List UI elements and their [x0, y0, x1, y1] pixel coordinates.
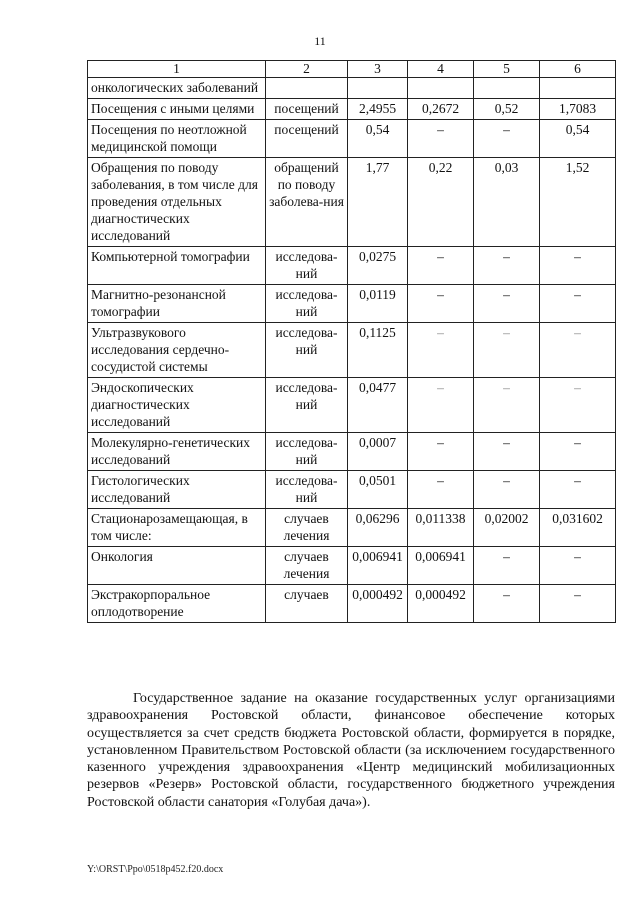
- table-cell-value: 0,000492: [408, 585, 474, 623]
- table-cell-value: –: [474, 323, 540, 378]
- table-cell-value: –: [408, 247, 474, 285]
- table-cell-value: –: [474, 285, 540, 323]
- table-cell-value: –: [474, 120, 540, 158]
- table-cell-value: –: [540, 471, 616, 509]
- table-header-cell: 3: [348, 61, 408, 78]
- table-cell-value: –: [474, 247, 540, 285]
- table-cell-value: [474, 78, 540, 99]
- table-cell-value: –: [540, 323, 616, 378]
- table-cell-indicator: Онкология: [88, 547, 266, 585]
- table-row: [88, 433, 616, 471]
- table-cell-unit: случаев лечения: [266, 509, 348, 547]
- table-row: [88, 120, 616, 158]
- table-cell-value: 0,03: [474, 158, 540, 247]
- table-cell-indicator: Посещения с иными целями: [88, 99, 266, 120]
- table-cell-value: [408, 78, 474, 99]
- table-row: [88, 585, 616, 623]
- table-cell-value: –: [474, 547, 540, 585]
- table-cell-indicator: Магнитно-резонансной томографии: [88, 285, 266, 323]
- table-cell-value: 1,7083: [540, 99, 616, 120]
- table-cell-value: –: [540, 585, 616, 623]
- table-cell-indicator: Стационарозамещающая, в том числе:: [88, 509, 266, 547]
- table-cell-value: 0,2672: [408, 99, 474, 120]
- table-row: [88, 285, 616, 323]
- table-cell-value: 0,06296: [348, 509, 408, 547]
- table-cell-unit: случаев: [266, 585, 348, 623]
- table-cell-value: 0,031602: [540, 509, 616, 547]
- table-cell-value: 0,02002: [474, 509, 540, 547]
- table-row: [88, 471, 616, 509]
- table-cell-indicator: Ультразвукового исследования сердечно-сосудистой системы: [88, 323, 266, 378]
- table-cell-value: 0,0501: [348, 471, 408, 509]
- table-cell-value: 0,0119: [348, 285, 408, 323]
- table-header-cell: 6: [540, 61, 616, 78]
- table-cell-unit: посещений: [266, 99, 348, 120]
- table-cell-value: [540, 78, 616, 99]
- table-cell-indicator: Молекулярно-генетических исследований: [88, 433, 266, 471]
- table-cell-value: –: [408, 378, 474, 433]
- table-row: [88, 547, 616, 585]
- table-cell-unit: исследова-ний: [266, 285, 348, 323]
- table-cell-value: –: [408, 471, 474, 509]
- table-cell-unit: [266, 78, 348, 99]
- table-row: [88, 99, 616, 120]
- table-cell-value: 0,0007: [348, 433, 408, 471]
- volume-table: [87, 60, 616, 623]
- table-cell-value: 0,0477: [348, 378, 408, 433]
- table-cell-value: 0,011338: [408, 509, 474, 547]
- table-header-cell: 1: [88, 61, 266, 78]
- table-cell-value: –: [540, 247, 616, 285]
- table-cell-value: –: [408, 285, 474, 323]
- table-cell-value: 0,22: [408, 158, 474, 247]
- table-row: [88, 247, 616, 285]
- table-cell-value: –: [540, 285, 616, 323]
- table-cell-unit: исследова-ний: [266, 323, 348, 378]
- table-cell-unit: исследова-ний: [266, 433, 348, 471]
- table-row: [88, 78, 616, 99]
- table-cell-value: –: [540, 547, 616, 585]
- table-cell-value: 1,52: [540, 158, 616, 247]
- table-cell-value: 0,006941: [348, 547, 408, 585]
- table-row: [88, 378, 616, 433]
- table-cell-unit: посещений: [266, 120, 348, 158]
- table-cell-value: [348, 78, 408, 99]
- table-cell-value: –: [474, 585, 540, 623]
- table-cell-unit: исследова-ний: [266, 247, 348, 285]
- table-cell-value: 2,4955: [348, 99, 408, 120]
- table-header-cell: 5: [474, 61, 540, 78]
- table-cell-value: –: [408, 433, 474, 471]
- table-row: [88, 323, 616, 378]
- table-cell-indicator: Эндоскопических диагностических исследований: [88, 378, 266, 433]
- table-cell-value: –: [540, 433, 616, 471]
- table-header-cell: 2: [266, 61, 348, 78]
- table-cell-value: 0,000492: [348, 585, 408, 623]
- table-cell-value: –: [474, 378, 540, 433]
- table-cell-unit: исследова-ний: [266, 471, 348, 509]
- table-cell-unit: случаев лечения: [266, 547, 348, 585]
- table-row: [88, 509, 616, 547]
- table-cell-value: –: [408, 323, 474, 378]
- table-cell-value: –: [474, 471, 540, 509]
- table-cell-indicator: Экстракорпоральное оплодотворение: [88, 585, 266, 623]
- table-cell-unit: исследова-ний: [266, 378, 348, 433]
- table-cell-value: –: [540, 378, 616, 433]
- table-cell-indicator: Обращения по поводу заболевания, в том числе для проведения отдельных диагностических исследований: [88, 158, 266, 247]
- table-cell-indicator: Посещения по неотложной медицинской помощи: [88, 120, 266, 158]
- table-cell-unit: обращений по поводу заболева-ния: [266, 158, 348, 247]
- table-cell-value: –: [474, 433, 540, 471]
- page-number: 11: [314, 34, 326, 48]
- table-cell-value: 0,54: [540, 120, 616, 158]
- body-paragraph: Государственное задание на оказание государственных услуг организациями здравоохранения Ростовской области, финансовое обеспечение которых осуществляется за счет средств бюджета Ростовской области, формируется в порядке, установленном Правительством Ростовской области (за исключением государственного казенного учреждения здравоохранения «Центр медицинский мобилизационных резервов «Резерв» Ростовской области, государственного бюджетного учреждения Ростовской области санатория «Голубая дача»).: [87, 691, 615, 810]
- table-header-row: [88, 61, 616, 78]
- table-row: [88, 158, 616, 247]
- table-cell-indicator: Гистологических исследований: [88, 471, 266, 509]
- table-cell-value: –: [408, 120, 474, 158]
- table-header-cell: 4: [408, 61, 474, 78]
- table-cell-value: 1,77: [348, 158, 408, 247]
- table-cell-value: 0,1125: [348, 323, 408, 378]
- table-cell-value: 0,0275: [348, 247, 408, 285]
- table-cell-indicator: Компьютерной томографии: [88, 247, 266, 285]
- table-cell-value: 0,006941: [408, 547, 474, 585]
- table-cell-indicator: онкологических заболеваний: [88, 78, 266, 99]
- footer-file-path: Y:\ORST\Ppo\0518p452.f20.docx: [87, 864, 224, 875]
- table-cell-value: 0,54: [348, 120, 408, 158]
- table-cell-value: 0,52: [474, 99, 540, 120]
